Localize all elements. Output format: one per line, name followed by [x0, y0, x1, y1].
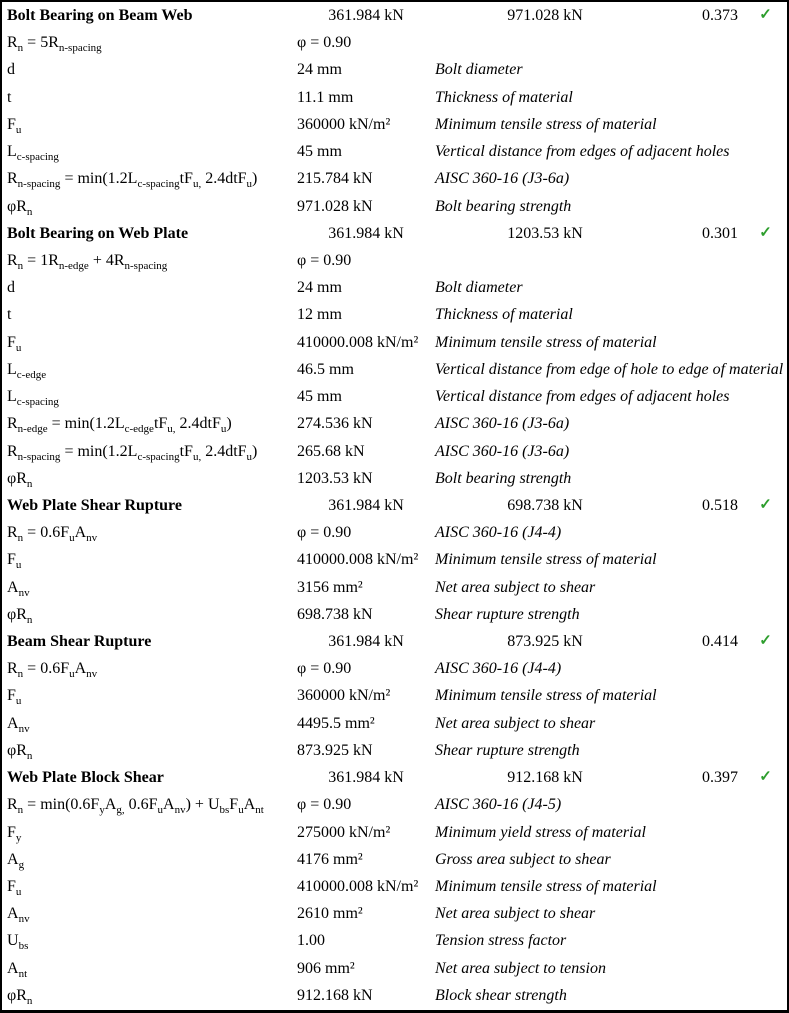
- calc-row: [2, 737, 787, 764]
- variable-value: 410000.008 kN/m²: [297, 551, 419, 569]
- variable-formula: $R_{n-spacing} = \min(1.2L_{c-spacing}tF_{u,}$ 2.4dtF$_u$): [7, 442, 258, 463]
- variable-formula: $\varphi R_n$: [7, 605, 33, 626]
- utilization-ratio-value: 0.397: [702, 769, 738, 787]
- utilization-ratio-value: 0.373: [702, 7, 738, 24]
- variable-description: Minimum tensile stress of material: [435, 333, 657, 351]
- variable-value: 360000 kN/m²: [297, 115, 391, 133]
- formula-subscript: u: [15, 123, 22, 136]
- demand-value: 361.984 kN: [328, 769, 404, 787]
- variable-value: 274.536 kN: [297, 415, 373, 433]
- check-section-header: [2, 628, 787, 655]
- calc-row: [2, 193, 787, 220]
- calc-row: [2, 927, 787, 954]
- check-section-header: [2, 2, 787, 29]
- variable-formula: $A_{nt}$: [7, 959, 28, 980]
- variable-value: 3156 mm²: [297, 578, 363, 596]
- pass-check-icon: ✓: [759, 7, 772, 23]
- variable-description: Minimum tensile stress of material: [435, 687, 657, 705]
- variable-description: Bolt diameter: [435, 279, 523, 297]
- variable-description: AISC 360-16 (J3-6a): [435, 415, 570, 433]
- formula-subscript: u,: [192, 178, 202, 191]
- capacity-value: 698.738 kN: [507, 496, 583, 514]
- variable-formula: $R_{n-spacing} = \min(1.2L_{c-spacing}tF_{u,}$ 2.4dtF$_u$): [7, 170, 258, 191]
- calc-row: [2, 955, 787, 982]
- variable-description: Net area subject to shear: [435, 714, 596, 732]
- section-title: Bolt Bearing on Web Plate: [7, 224, 189, 242]
- calc-row: [2, 356, 787, 383]
- formula-subscript: u: [69, 668, 75, 681]
- variable-description: Net area subject to shear: [435, 578, 596, 596]
- formula-subscript: c-spacing: [16, 396, 59, 409]
- demand-value: 361.984 kN: [328, 633, 404, 651]
- demand-value: 361.984 kN: [328, 7, 404, 24]
- formula-subscript: n: [17, 532, 24, 545]
- formula-subscript: n: [26, 613, 33, 626]
- formula-subscript: c-spacing: [137, 450, 180, 463]
- formula-subscript: nv: [18, 586, 30, 599]
- variable-description: Thickness of material: [435, 88, 573, 106]
- variable-description: Vertical distance from edges of adjacent holes: [435, 388, 730, 406]
- pass-check-icon: ✓: [759, 224, 772, 241]
- formula-subscript: u: [15, 695, 22, 708]
- calc-row: [2, 601, 787, 628]
- calc-row: [2, 465, 787, 492]
- variable-description: Tension stress factor: [435, 932, 567, 950]
- variable-value: 45 mm: [297, 143, 342, 161]
- variable-description: AISC 360-16 (J4-5): [435, 796, 562, 814]
- calc-row: [2, 274, 787, 301]
- formula-subscript: n-spacing: [58, 42, 102, 55]
- formula-subscript: n: [26, 477, 33, 490]
- formula-subscript: n: [17, 259, 24, 272]
- section-title: Web Plate Block Shear: [7, 769, 164, 787]
- formula-subscript: u: [15, 341, 22, 354]
- formula-subscript: n: [17, 42, 24, 55]
- variable-description: Bolt diameter: [435, 61, 523, 79]
- formula-subscript: g,: [116, 804, 125, 817]
- formula-subscript: u: [15, 886, 22, 898]
- variable-value: 4495.5 mm²: [297, 714, 375, 732]
- formula-subscript: nv: [86, 532, 98, 545]
- variable-formula: d: [7, 61, 15, 79]
- variable-formula: $\varphi R_n$: [7, 469, 33, 490]
- calc-row: [2, 301, 787, 328]
- calc-row: [2, 873, 787, 900]
- variable-description: Vertical distance from edges of adjacent holes: [435, 143, 730, 161]
- variable-formula: $A_{nv}$: [7, 905, 30, 926]
- variable-formula: $\varphi R_n$: [7, 741, 33, 762]
- variable-formula: $R_n = \min(0.6F_yA_{g,}$ $0.6F_uA_{nv}) + U_{bs}F_uA_{nt}$: [7, 796, 264, 817]
- variable-description: AISC 360-16 (J4-4): [435, 660, 562, 678]
- calc-row: [2, 900, 787, 927]
- section-title: Bolt Bearing on Beam Web: [7, 7, 193, 24]
- utilization-ratio-value: 0.414: [702, 633, 738, 651]
- formula-subscript: y: [15, 831, 22, 844]
- formula-subscript: n-spacing: [124, 259, 168, 272]
- variable-value: 11.1 mm: [297, 88, 354, 106]
- calc-row: [2, 29, 787, 56]
- formula-subscript: y: [99, 804, 105, 817]
- calc-row: [2, 329, 787, 356]
- formula-subscript: n: [17, 668, 24, 681]
- check-section-header: [2, 220, 787, 247]
- variable-formula: $\varphi R_n$: [7, 986, 33, 1007]
- variable-formula: $R_{n-edge} = \min(1.2L_{c-edge}tF_{u,}$ 2.4dtF$_u$): [7, 415, 232, 436]
- formula-subscript: u: [15, 559, 22, 572]
- formula-subscript: nv: [174, 804, 186, 817]
- calc-row: [2, 519, 787, 546]
- capacity-value: 971.028 kN: [507, 7, 583, 24]
- pass-check-icon: ✓: [759, 769, 772, 786]
- variable-description: Vertical distance from edge of hole to edge of material: [435, 360, 784, 378]
- calc-row: [2, 111, 787, 138]
- formula-subscript: n: [26, 994, 33, 1007]
- variable-value: 698.738 kN: [297, 605, 373, 623]
- variable-description: Net area subject to shear: [435, 905, 596, 923]
- variable-formula: $R_n = 5R_{n-spacing}$: [7, 34, 102, 55]
- variable-value: 12 mm: [297, 306, 342, 324]
- pass-check-icon: ✓: [759, 633, 772, 650]
- demand-value: 361.984 kN: [328, 496, 404, 514]
- calc-row: [2, 982, 787, 1009]
- capacity-value: 912.168 kN: [507, 769, 583, 787]
- formula-subscript: n: [26, 749, 33, 762]
- variable-value: φ = 0.90: [297, 796, 352, 814]
- check-section-header: [2, 492, 787, 519]
- pass-check-icon: ✓: [759, 496, 772, 513]
- variable-formula: $F_u$: [7, 333, 22, 354]
- variable-description: AISC 360-16 (J3-6a): [435, 170, 570, 188]
- formula-subscript: n-edge: [58, 259, 89, 272]
- variable-formula: $F_u$: [7, 687, 22, 708]
- formula-subscript: u,: [167, 423, 176, 436]
- variable-description: Block shear strength: [435, 986, 567, 1004]
- variable-description: Thickness of material: [435, 306, 573, 324]
- variable-description: Net area subject to tension: [435, 959, 606, 977]
- formula-subscript: u: [246, 450, 253, 463]
- variable-formula: $F_u$: [7, 115, 22, 136]
- variable-value: φ = 0.90: [297, 660, 352, 678]
- variable-description: AISC 360-16 (J4-4): [435, 524, 562, 542]
- formula-subscript: u: [157, 804, 164, 817]
- formula-subscript: nt: [18, 967, 28, 980]
- utilization-ratio-value: 0.301: [702, 224, 738, 242]
- formula-subscript: n: [17, 804, 24, 817]
- variable-value: 912.168 kN: [297, 986, 373, 1004]
- section-title: Web Plate Shear Rupture: [7, 496, 182, 514]
- variable-formula: d: [7, 279, 15, 297]
- formula-subscript: u: [238, 804, 244, 817]
- section-title: Beam Shear Rupture: [7, 633, 152, 651]
- calc-row: [2, 574, 787, 601]
- variable-formula: $U_{bs}$: [7, 932, 29, 953]
- variable-formula: $F_u$: [7, 878, 22, 898]
- formula-subscript: bs: [18, 940, 29, 953]
- variable-description: Minimum yield stress of material: [435, 823, 646, 841]
- formula-subscript: n-edge: [17, 423, 48, 436]
- formula-subscript: u: [69, 532, 75, 545]
- formula-subscript: nv: [86, 668, 98, 681]
- formula-subscript: c-edge: [124, 423, 154, 436]
- calc-row: [2, 138, 787, 165]
- variable-value: 24 mm: [297, 61, 342, 79]
- demand-value: 361.984 kN: [328, 224, 404, 242]
- formula-subscript: n-spacing: [17, 450, 61, 463]
- calc-row: [2, 247, 787, 274]
- capacity-value: 873.925 kN: [507, 633, 583, 651]
- formula-subscript: u: [246, 178, 253, 191]
- formula-subscript: bs: [219, 804, 230, 817]
- formula-subscript: nv: [18, 913, 30, 926]
- variable-formula: $L_{c-spacing}$: [7, 388, 59, 409]
- calc-row: [2, 819, 787, 846]
- formula-subscript: u,: [192, 450, 202, 463]
- variable-description: Minimum tensile stress of material: [435, 115, 657, 133]
- variable-value: 46.5 mm: [297, 360, 354, 378]
- calc-row: [2, 84, 787, 111]
- formula-subscript: u: [220, 423, 227, 436]
- calc-row: [2, 791, 787, 818]
- formula-subscript: c-edge: [16, 368, 47, 381]
- variable-value: 265.68 kN: [297, 442, 365, 460]
- variable-formula: $\varphi R_n$: [7, 197, 33, 218]
- variable-formula: $L_{c-edge}$: [7, 360, 47, 381]
- variable-value: 410000.008 kN/m²: [297, 878, 419, 895]
- calc-row: [2, 165, 787, 192]
- variable-value: φ = 0.90: [297, 251, 352, 269]
- variable-value: 1.00: [297, 932, 325, 950]
- formula-subscript: nt: [255, 804, 264, 817]
- calc-row: [2, 682, 787, 709]
- variable-description: Minimum tensile stress of material: [435, 551, 657, 569]
- variable-formula: $A_g$: [7, 850, 25, 871]
- variable-value: 410000.008 kN/m²: [297, 333, 419, 351]
- calc-row: [2, 546, 787, 573]
- variable-description: Bolt bearing strength: [435, 469, 572, 487]
- formula-subscript: c-spacing: [137, 178, 180, 191]
- calc-row: [2, 383, 787, 410]
- variable-description: Minimum tensile stress of material: [435, 878, 657, 895]
- variable-value: 906 mm²: [297, 959, 355, 977]
- variable-description: AISC 360-16 (J3-6a): [435, 442, 570, 460]
- calc-row: [2, 846, 787, 873]
- variable-value: 215.784 kN: [297, 170, 373, 188]
- variable-description: Shear rupture strength: [435, 741, 580, 759]
- variable-value: 360000 kN/m²: [297, 687, 391, 705]
- variable-description: Gross area subject to shear: [435, 850, 611, 868]
- check-section-header: [2, 764, 787, 791]
- variable-formula: $R_n = 0.6F_uA_{nv}$: [7, 524, 98, 545]
- variable-description: Shear rupture strength: [435, 605, 580, 623]
- variable-formula: $F_y$: [7, 823, 22, 844]
- variable-formula: t: [7, 88, 12, 106]
- variable-value: 45 mm: [297, 388, 342, 406]
- variable-formula: $R_n = 0.6F_uA_{nv}$: [7, 660, 98, 681]
- capacity-value: 1203.53 kN: [507, 224, 583, 242]
- calc-row: [2, 410, 787, 437]
- variable-formula: $A_{nv}$: [7, 578, 30, 599]
- variable-description: Bolt bearing strength: [435, 197, 572, 215]
- formula-subscript: n-spacing: [17, 178, 61, 191]
- calc-row: [2, 56, 787, 83]
- variable-value: 24 mm: [297, 279, 342, 297]
- formula-subscript: c-spacing: [16, 151, 59, 164]
- variable-value: 275000 kN/m²: [297, 823, 391, 841]
- variable-formula: $F_u$: [7, 551, 22, 572]
- calc-row: [2, 655, 787, 682]
- variable-value: φ = 0.90: [297, 34, 352, 52]
- variable-formula: $R_n = 1R_{n-edge} + 4R_{n-spacing}$: [7, 251, 168, 272]
- variable-value: 873.925 kN: [297, 741, 373, 759]
- variable-value: φ = 0.90: [297, 524, 352, 542]
- calc-row: [2, 710, 787, 737]
- variable-formula: $A_{nv}$: [7, 714, 30, 735]
- formula-subscript: n: [26, 205, 33, 218]
- formula-subscript: nv: [18, 722, 30, 735]
- formula-subscript: g: [18, 858, 25, 871]
- variable-value: 2610 mm²: [297, 905, 363, 923]
- variable-formula: $L_{c-spacing}$: [7, 143, 59, 164]
- variable-value: 4176 mm²: [297, 850, 363, 868]
- utilization-ratio-value: 0.518: [702, 496, 738, 514]
- variable-value: 1203.53 kN: [297, 469, 373, 487]
- calc-row: [2, 438, 787, 465]
- variable-formula: t: [7, 306, 12, 324]
- variable-value: 971.028 kN: [297, 197, 373, 215]
